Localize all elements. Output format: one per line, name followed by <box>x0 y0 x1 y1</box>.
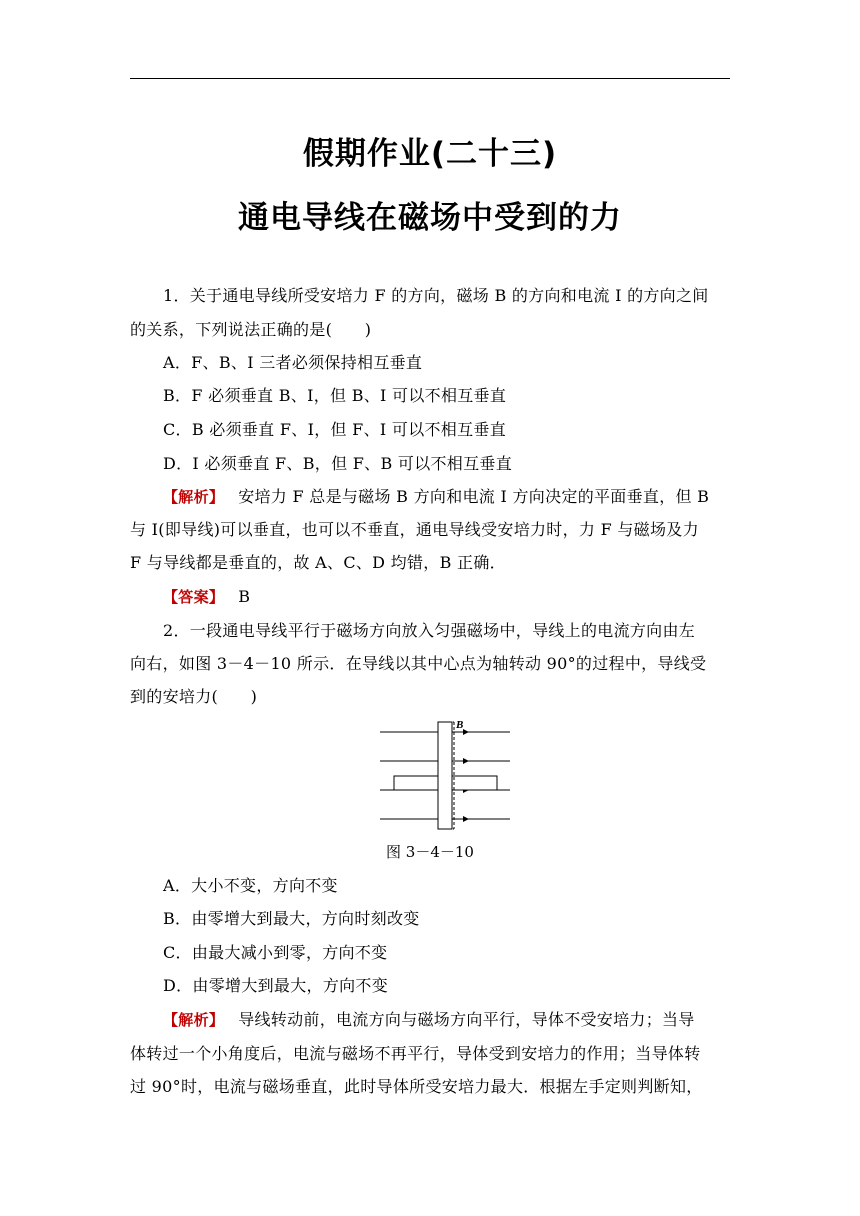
q2-analysis-tag: 【解析】 <box>163 1011 225 1029</box>
q1-answer-tag: 【答案】 <box>163 588 225 606</box>
q2-option-c: C．由最大减小到零，方向不变 <box>163 943 388 962</box>
q2-analysis-line-1 <box>163 1010 765 1030</box>
figure-caption: 图 3－4－10 <box>386 843 474 861</box>
q1-stem-line-2: 的关系，下列说法正确的是( ) <box>130 320 372 339</box>
header-rule <box>130 78 730 79</box>
q1-analysis-line-1 <box>163 487 765 507</box>
q1-analysis-line-3: F 与导线都是垂直的，故 A、C、D 均错，B 正确． <box>130 553 506 572</box>
conductor-vertical <box>438 722 452 829</box>
q2-analysis-line-2: 体转过一个小角度后，电流与磁场不再平行，导体受到安培力的作用；当导体转 <box>130 1044 701 1063</box>
q1-option-d: D．I 必须垂直 F、B，但 F、B 可以不相互垂直 <box>163 454 513 473</box>
page-title: 假期作业(二十三) <box>302 136 558 172</box>
q1-analysis-line-2: 与 I(即导线)可以垂直，也可以不垂直，通电导线受安培力时，力 F 与磁场及力 <box>130 520 699 539</box>
q1-option-b: B．F 必须垂直 B、I，但 B、I 可以不相互垂直 <box>163 386 507 405</box>
q1-option-a: A．F、B、I 三者必须保持相互垂直 <box>163 353 423 372</box>
q1-stem-line-1: 1．关于通电导线所受安培力 F 的方向，磁场 B 的方向和电流 I 的方向之间 <box>163 286 709 305</box>
q1-option-c: C．B 必须垂直 F、I，但 F、I 可以不相互垂直 <box>163 420 506 439</box>
magnetic-field-figure <box>380 718 512 832</box>
q1-answer-value: B <box>238 587 251 606</box>
q2-option-d: D．由零增大到最大，方向不变 <box>163 976 389 995</box>
q2-analysis-text-1: 导线转动前，电流方向与磁场方向平行，导体不受安培力；当导 <box>238 1010 695 1029</box>
q2-stem-line-1: 2．一段通电导线平行于磁场方向放入匀强磁场中，导线上的电流方向由左 <box>163 621 696 640</box>
q1-analysis-text-1: 安培力 F 总是与磁场 B 方向和电流 I 方向决定的平面垂直，但 B <box>238 487 710 506</box>
q2-option-b: B．由零增大到最大，方向时刻改变 <box>163 909 420 928</box>
q2-stem-line-2: 向右，如图 3－4－10 所示．在导线以其中心点为轴转动 90°的过程中，导线受 <box>130 654 707 673</box>
q2-analysis-line-3: 过 90°时，电流与磁场垂直，此时导体所受安培力最大．根据左手定则判断知， <box>130 1077 703 1096</box>
q1-analysis-tag: 【解析】 <box>163 488 225 506</box>
q2-option-a: A．大小不变，方向不变 <box>163 876 338 895</box>
q1-answer-line <box>163 587 765 607</box>
page-subtitle: 通电导线在磁场中受到的力 <box>238 200 622 236</box>
field-label-b: B <box>456 719 464 731</box>
q2-stem-line-3: 到的安培力( ) <box>130 687 258 706</box>
